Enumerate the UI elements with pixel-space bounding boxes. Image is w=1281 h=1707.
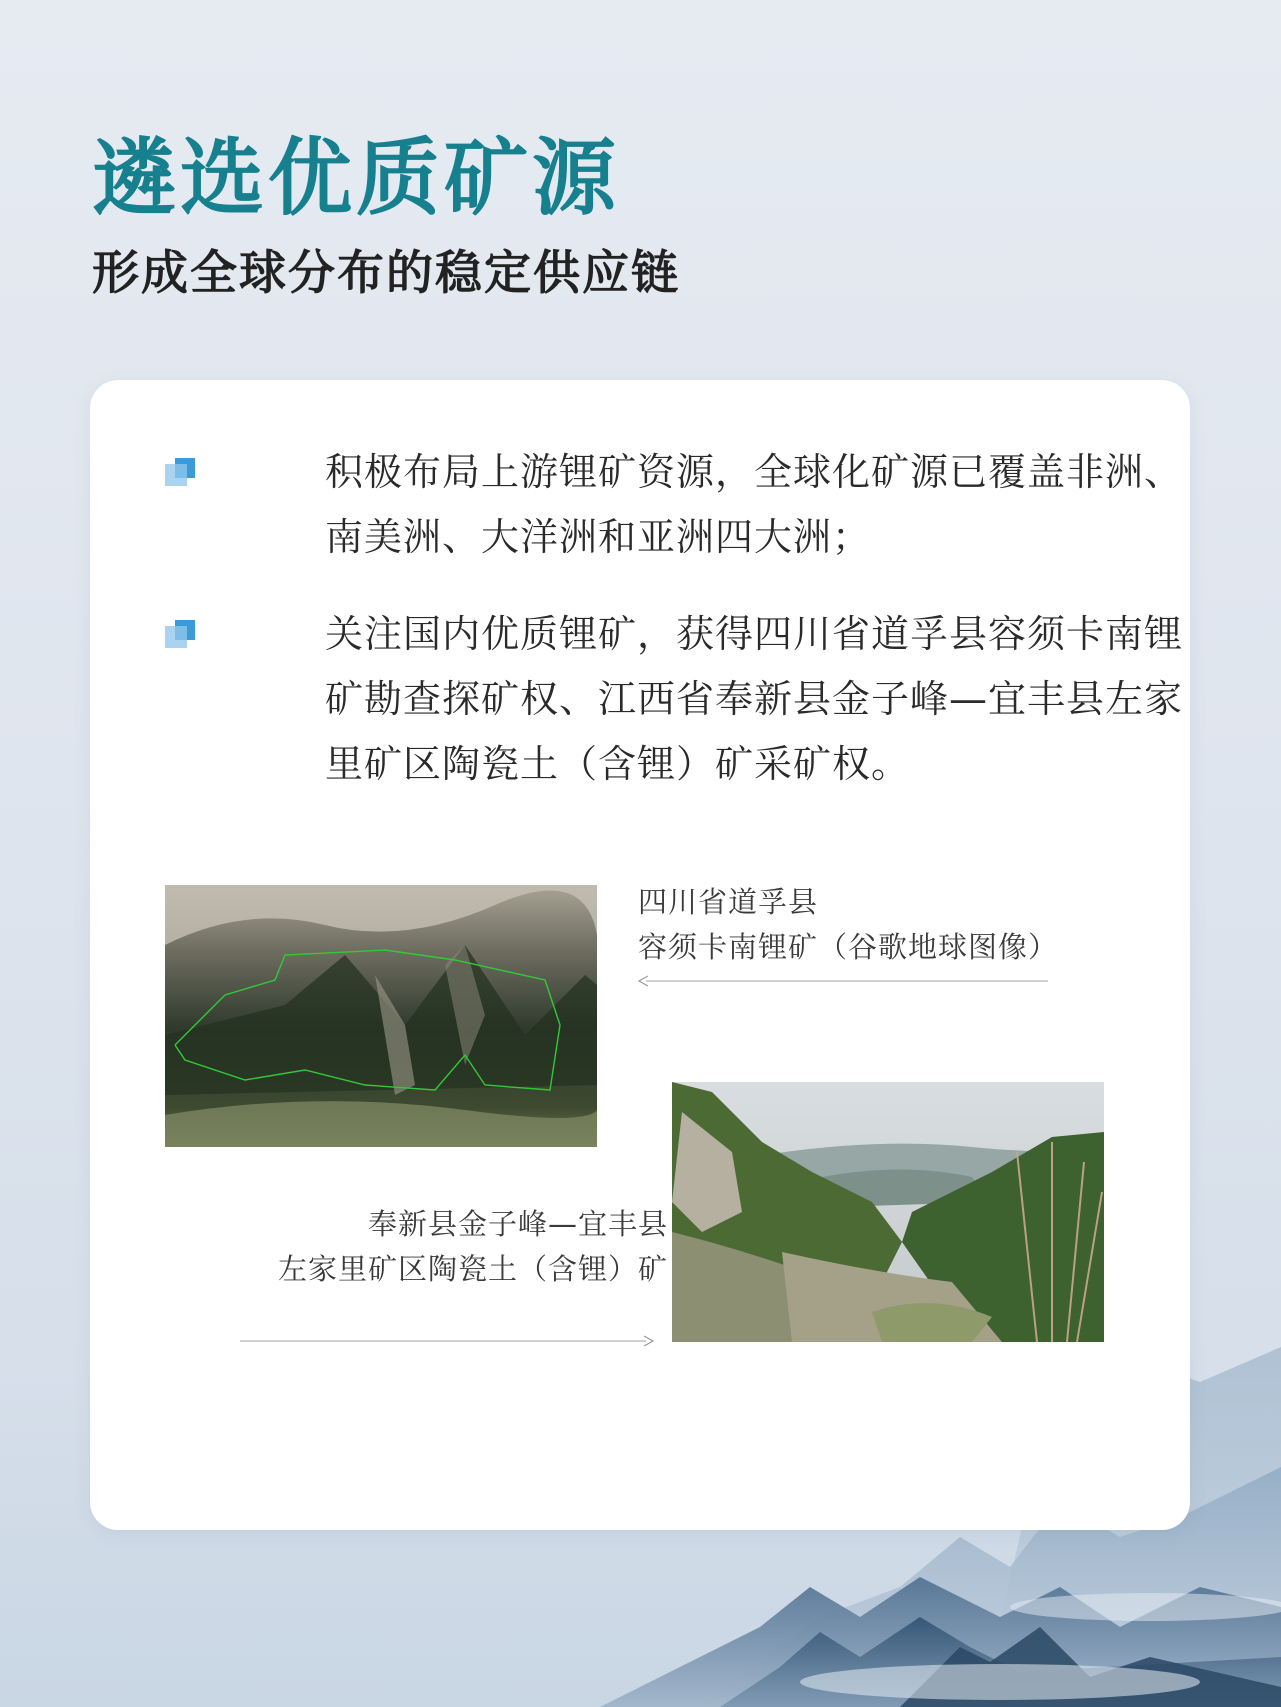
left-arrow-icon	[638, 975, 1050, 987]
bullet-text: 积极布局上游锂矿资源，全球化矿源已覆盖非洲、南美洲、大洋洲和亚洲四大洲；	[325, 450, 1184, 559]
caption-line: 容须卡南锂矿（谷歌地球图像）	[638, 930, 1059, 964]
landscape-photo	[672, 1082, 1104, 1342]
content-card	[90, 380, 1190, 1530]
caption-line: 左家里矿区陶瓷土（含锂）矿	[277, 1252, 668, 1286]
caption-line: 四川省道孚县	[638, 885, 819, 919]
satellite-image	[165, 885, 597, 1147]
figure-caption	[278, 1202, 668, 1292]
right-arrow-icon	[240, 1335, 656, 1347]
caption-line: 奉新县金子峰—宜丰县	[367, 1207, 668, 1241]
page-subtitle: 形成全球分布的稳定供应链	[92, 246, 680, 301]
page-title: 遴选优质矿源	[92, 129, 621, 227]
figure-caption	[638, 880, 1058, 970]
bullet-text: 关注国内优质锂矿，获得四川省道孚县容须卡南锂矿勘查探矿权、江西省奉新县金子峰—宜丰县左家里矿区陶瓷土（含锂）矿采矿权。	[325, 612, 1184, 786]
square-bullet-icon	[165, 458, 197, 490]
square-bullet-icon	[165, 620, 197, 652]
